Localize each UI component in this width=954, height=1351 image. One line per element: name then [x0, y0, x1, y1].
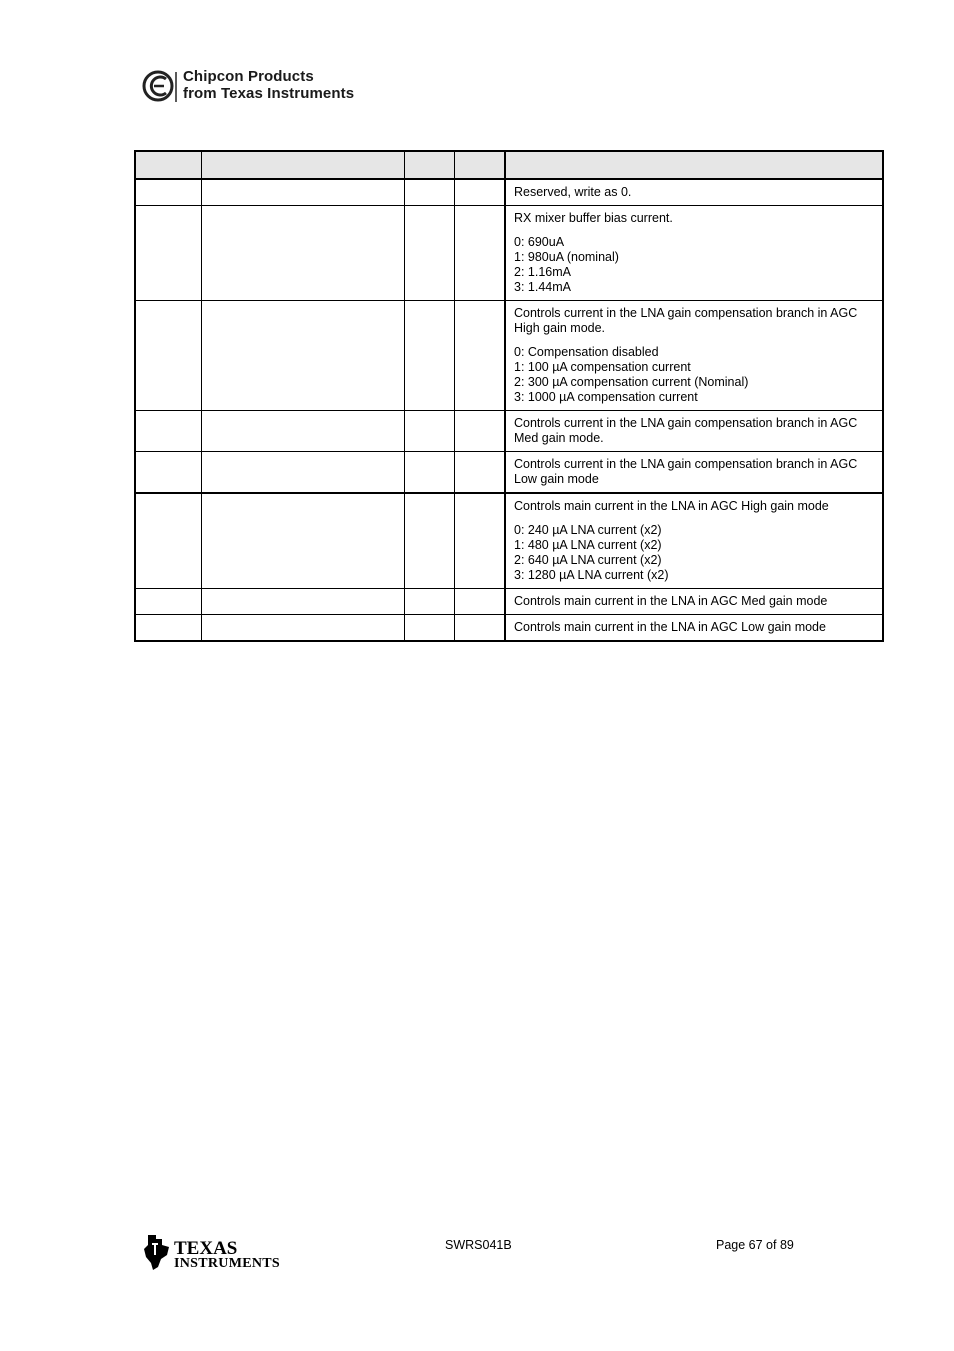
option-item: 1: 980uA (nominal)	[514, 250, 619, 264]
option-item: 1: 100 µA compensation current	[514, 360, 691, 374]
option-item: 0: 690uA	[514, 235, 565, 249]
description-text: Reserved, write as 0.	[514, 185, 632, 199]
table-row	[135, 452, 883, 494]
description-cell	[505, 179, 883, 206]
ti-logo	[142, 1233, 280, 1277]
options-list	[514, 523, 874, 583]
description-text: Controls current in the LNA gain compensation branch in AGC Low gain mode	[514, 457, 858, 486]
description-text: RX mixer buffer bias current.	[514, 211, 673, 225]
table-row	[135, 206, 883, 301]
table-row	[135, 179, 883, 206]
table-row	[135, 615, 883, 642]
option-item: 3: 1280 µA LNA current (x2)	[514, 568, 669, 582]
register-table	[134, 150, 884, 642]
ti-logo-text	[174, 1238, 280, 1271]
option-item: 1: 480 µA LNA current (x2)	[514, 538, 662, 552]
description-text: Controls current in the LNA gain compensation branch in AGC High gain mode.	[514, 306, 858, 335]
table-header-row	[135, 151, 883, 179]
chipcon-logo	[142, 66, 392, 106]
description-cell	[505, 301, 883, 411]
page-number: Page 67 of 89	[716, 1238, 794, 1252]
description-cell	[505, 493, 883, 589]
description-cell	[505, 589, 883, 615]
table-row	[135, 301, 883, 411]
description-text: Controls main current in the LNA in AGC Med gain mode	[514, 594, 828, 608]
ti-state-icon	[142, 1233, 172, 1273]
ti-logo-line-2: INSTRUMENTS	[174, 1256, 280, 1271]
description-cell	[505, 411, 883, 452]
table-row	[135, 493, 883, 589]
description-cell	[505, 206, 883, 301]
option-item: 0: Compensation disabled	[514, 345, 659, 359]
table-row	[135, 411, 883, 452]
description-text: Controls main current in the LNA in AGC High gain mode	[514, 499, 829, 513]
description-cell	[505, 615, 883, 642]
option-item: 2: 1.16mA	[514, 265, 571, 279]
option-item: 3: 1.44mA	[514, 280, 571, 294]
options-list	[514, 235, 874, 295]
option-item: 3: 1000 µA compensation current	[514, 390, 698, 404]
description-text: Controls current in the LNA gain compensation branch in AGC Med gain mode.	[514, 416, 858, 445]
document-id: SWRS041B	[445, 1238, 512, 1252]
table-body	[135, 179, 883, 641]
option-item: 2: 640 µA LNA current (x2)	[514, 553, 662, 567]
logo-line-2: from Texas Instruments	[183, 85, 355, 102]
chipcon-c-icon	[142, 68, 178, 104]
description-text: Controls main current in the LNA in AGC Low gain mode	[514, 620, 826, 634]
options-list	[514, 345, 874, 405]
chipcon-logo-text	[183, 68, 354, 102]
logo-line-1: Chipcon Products	[183, 68, 314, 85]
ti-logo-line-1: TEXAS	[174, 1238, 238, 1259]
description-cell	[505, 452, 883, 494]
option-item: 2: 300 µA compensation current (Nominal)	[514, 375, 749, 389]
option-item: 0: 240 µA LNA current (x2)	[514, 523, 662, 537]
table-row	[135, 589, 883, 615]
